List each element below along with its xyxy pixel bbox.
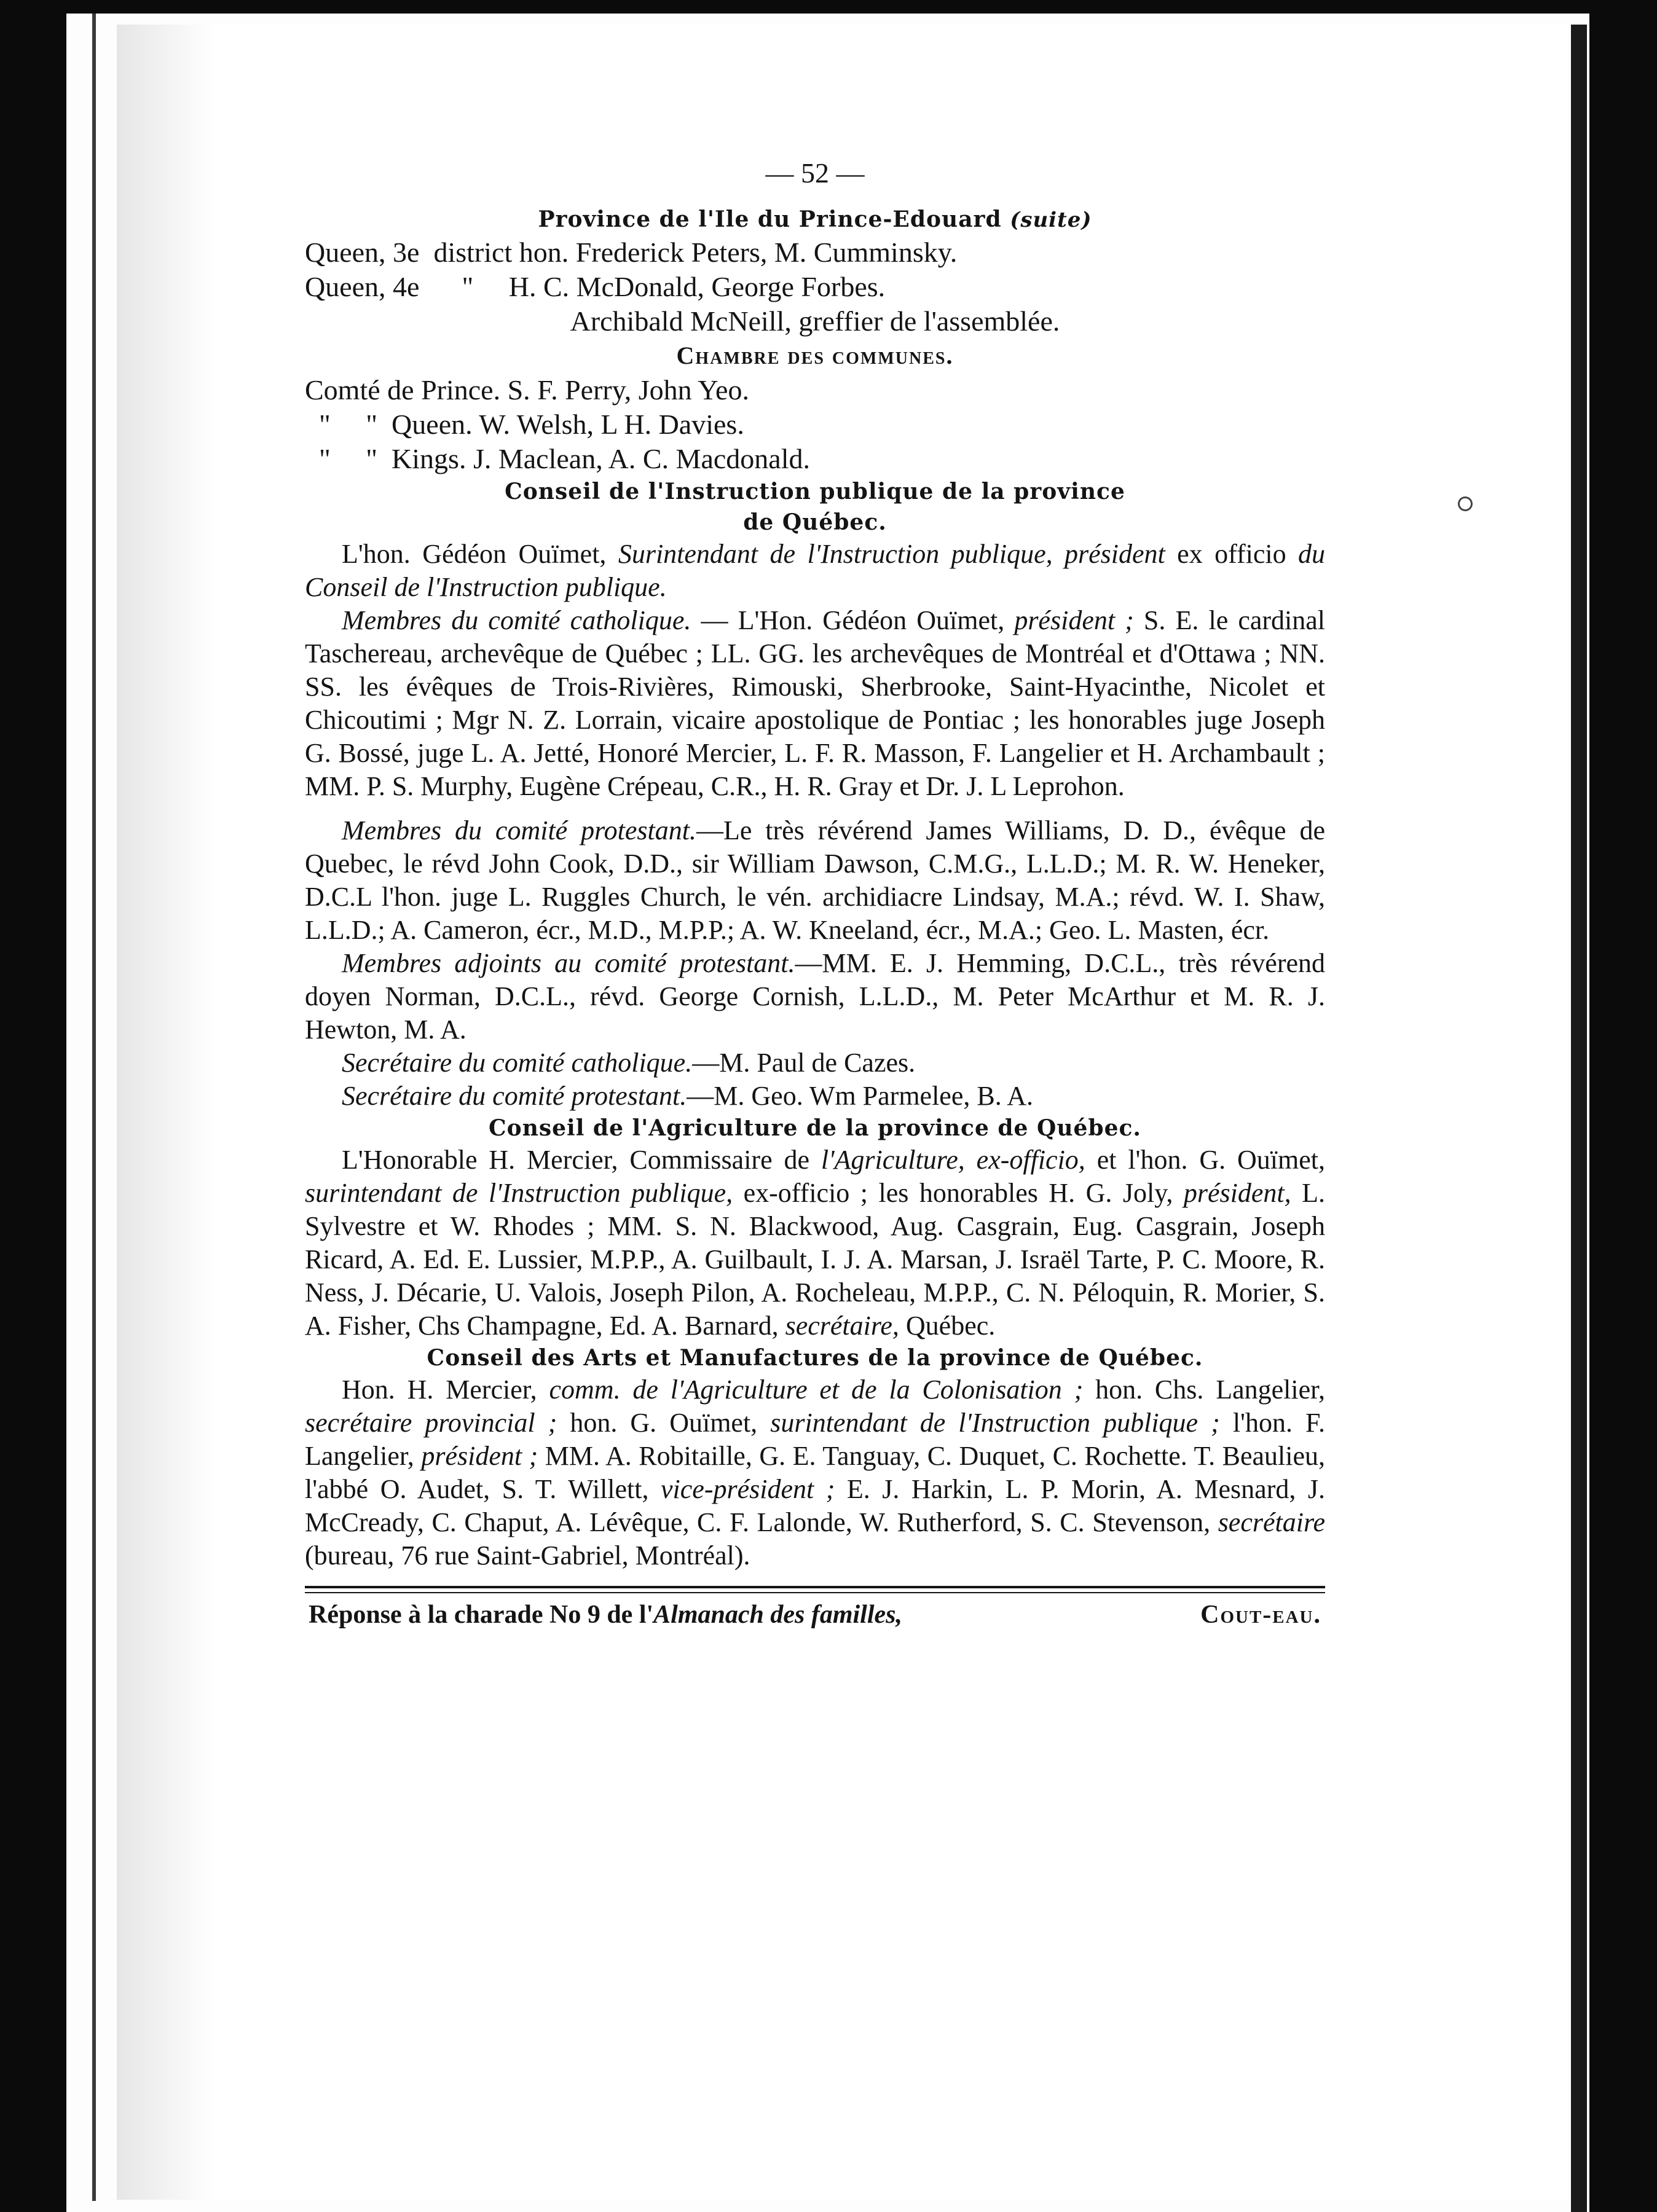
footer-signature: Cout-eau. [1200, 1601, 1321, 1629]
spacer [305, 803, 1325, 814]
scan-edge-left [92, 14, 96, 2201]
pei-heading [305, 204, 1325, 235]
instruction-para-4 [305, 947, 1325, 1046]
adjoint-members-label: Membres adjoints au comité protestant. [342, 948, 795, 978]
instruction-para-2-em2: président ; [1014, 605, 1134, 635]
footer-rule-thick [305, 1586, 1325, 1588]
scan-edge-right [1571, 25, 1587, 2212]
catholic-secretary-label: Secrétaire du comité catholique. [342, 1048, 693, 1078]
arts-text-4: l'hon. F. Langelier, [305, 1408, 1325, 1471]
communes-heading: Chambre des communes. [676, 342, 954, 369]
instruction-para-1-em1: Surintendant de l'Instruction publique, président [618, 539, 1165, 569]
arts-heading: Conseil des Arts et Manufactures de la province de Québec. [427, 1345, 1203, 1371]
footer-charade [309, 1593, 902, 1636]
arts-em-6: secrétaire [1218, 1507, 1325, 1537]
arts-text-6: E. J. Harkin, L. P. Morin, A. Mesnard, J. McCready, C. Chaput, A. Lévêque, C. F. Lalonde, W. Rutherford, S. C. Stevenson, [305, 1474, 1325, 1537]
arts-text-7: (bureau, 76 rue Saint-Gabriel, Montréal). [305, 1540, 750, 1571]
instruction-heading-2: de Québec. [743, 509, 887, 535]
instruction-para-1 [305, 538, 1325, 604]
footer [305, 1593, 1325, 1636]
catholic-committee-label: Membres du comité catholique. [342, 605, 691, 635]
protestant-committee-label: Membres du comité protestant. [342, 815, 696, 845]
pei-heading-text: Province de l'Ile du Prince-Edouard [538, 206, 1002, 232]
footer-charade-title: Almanach des familles, [653, 1601, 903, 1629]
page-content [305, 154, 1325, 1636]
instruction-para-3 [305, 814, 1325, 947]
pei-greffier: Archibald McNeill, greffier de l'assemblée. [570, 305, 1060, 337]
instruction-para-3-rest: —Le très révérend James Williams, D. D., évêque de Quebec, le révd John Cook, D.D., sir William Dawson, C.M.G., L.L.D.; M. R. W. Heneker, D.C.L l'hon. juge L. Ruggles Church, le vén. archidiacre Lindsay, M.A.; révd. W. I. Shaw, L.L.D.; A. Cameron, écr., M.D., M.P.P.; A. W. Kneeland, écr., M.A.; Geo. L. Masten, écr. [305, 815, 1325, 945]
instruction-para-1-text: L'hon. Gédéon Ouïmet, [342, 539, 618, 569]
arts-text-1: Hon. H. Mercier, [342, 1375, 549, 1405]
agriculture-text-2: et l'hon. G. Ouïmet, [1085, 1145, 1325, 1175]
agriculture-em-3: président, [1183, 1178, 1291, 1208]
arts-text-2: hon. Chs. Langelier, [1083, 1375, 1326, 1405]
instruction-para-2 [305, 604, 1325, 803]
arts-para [305, 1373, 1325, 1572]
footer-charade-text: Réponse à la charade No 9 de l' [309, 1601, 654, 1629]
arts-em-4: président ; [421, 1441, 538, 1471]
agriculture-em-4: secrétaire, [785, 1311, 899, 1341]
page-gutter-shadow [117, 25, 215, 2200]
arts-text-5: MM. A. Robitaille, G. E. Tanguay, C. Duquet, C. Rochette. T. Beaulieu, l'abbé O. Audet, S. T. Willett, [305, 1441, 1326, 1504]
agriculture-text-4: L. Sylvestre et W. Rhodes ; MM. S. N. Blackwood, Aug. Casgrain, Eug. Casgrain, Joseph Ricard, A. Ed. E. Lussier, M.P.P., A. Guilbault, I. J. A. Marsan, J. Israël Tarte, P. C. Moore, R. Ness, J. Décarie, U. Valois, Joseph Pilon, A. Rocheleau, M.P.P., C. N. Péloquin, R. Morier, S. A. Fisher, Chs Champagne, Ed. A. Barnard, [305, 1178, 1325, 1341]
pei-heading-suite: (suite) [1010, 208, 1092, 232]
instruction-heading-1: Conseil de l'Instruction publique de la province [505, 479, 1125, 504]
agriculture-para [305, 1143, 1325, 1343]
arts-em-2: secrétaire provincial ; [305, 1408, 557, 1438]
agriculture-heading: Conseil de l'Agriculture de la province de Québec. [489, 1115, 1141, 1141]
arts-em-5: vice-président ; [661, 1474, 835, 1504]
instruction-para-6 [305, 1080, 1325, 1113]
instruction-para-5-rest: —M. Paul de Cazes. [692, 1048, 916, 1078]
instruction-para-2-rest: S. E. le cardinal Taschereau, archevêque de Québec ; LL. GG. les archevêques de Montréal et d'Ottawa ; NN. SS. les évêques de Trois-Rivières, Rimouski, Sherbrooke, Saint-Hyacinthe, Nicolet et Chicoutimi ; Mgr N. Z. Lorrain, vicaire apostolique de Pontiac ; les honorables juge Joseph G. Bossé, juge L. A. Jetté, Honoré Mercier, L. F. R. Masson, F. Langelier et H. Archambault ; MM. P. S. Murphy, Eugène Crépeau, C.R., H. R. Gray et Dr. J. L Leprohon. [305, 605, 1326, 801]
pei-line-1: Queen, 3e district hon. Frederick Peters, M. Cumminsky. [305, 237, 958, 268]
instruction-para-6-rest: —M. Geo. Wm Parmelee, B. A. [687, 1081, 1034, 1111]
agriculture-text-3: ex-officio ; les honorables H. G. Joly, [733, 1178, 1184, 1208]
communes-line-2: " " Queen. W. Welsh, L H. Davies. [305, 409, 744, 440]
instruction-para-1-em2: du Conseil de l'Instruction publique. [305, 539, 1325, 602]
instruction-para-5 [305, 1046, 1325, 1080]
arts-text-3: hon. G. Ouïmet, [557, 1408, 771, 1438]
pei-line-2: Queen, 4e " H. C. McDonald, George Forbes. [305, 271, 886, 302]
communes-line-3: " " Kings. J. Maclean, A. C. Macdonald. [305, 443, 811, 474]
arts-em-3: surintendant de l'Instruction publique ; [770, 1408, 1220, 1438]
protestant-secretary-label: Secrétaire du comité protestant. [342, 1081, 687, 1111]
instruction-para-4-rest: —MM. E. J. Hemming, D.C.L., très révérend doyen Norman, D.C.L., révd. George Cornish, L.L.D., M. Peter McArthur et M. R. J. Hewton, M. A. [305, 948, 1325, 1045]
page-number: — 52 — [765, 157, 865, 189]
arts-em-1: comm. de l'Agriculture et de la Colonisation ; [549, 1375, 1084, 1405]
agriculture-em-2: surintendant de l'Instruction publique, [305, 1178, 733, 1208]
agriculture-text-1: L'Honorable H. Mercier, Commissaire de [342, 1145, 821, 1175]
agriculture-text-5: Québec. [899, 1311, 996, 1341]
instruction-para-2-text: — L'Hon. Gédéon Ouïmet, [691, 605, 1015, 635]
agriculture-em-1: l'Agriculture, ex-officio, [821, 1145, 1085, 1175]
instruction-para-1-mid: ex officio [1165, 539, 1298, 569]
communes-line-1: Comté de Prince. S. F. Perry, John Yeo. [305, 374, 749, 406]
